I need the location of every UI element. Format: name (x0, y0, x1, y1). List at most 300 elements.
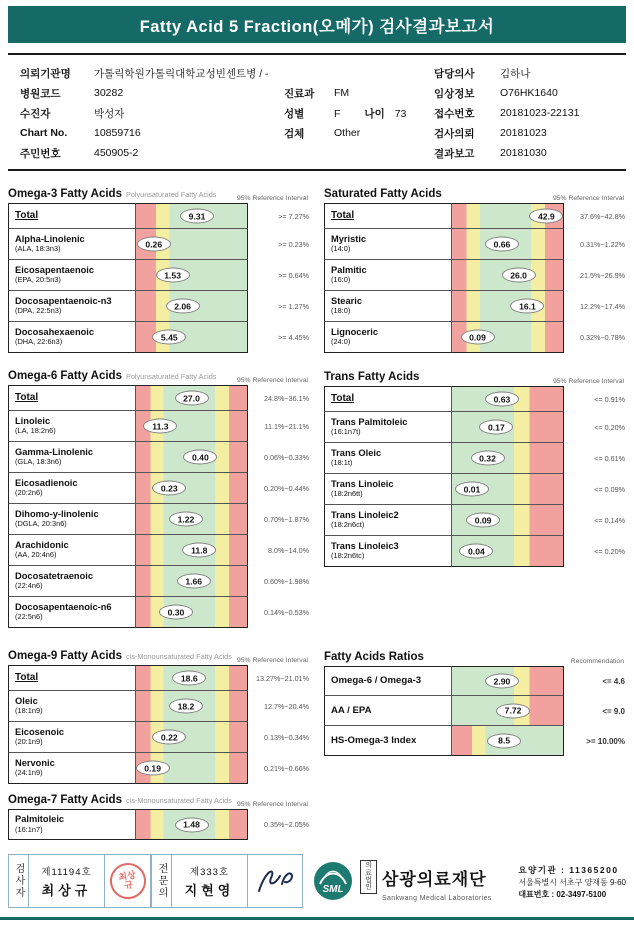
bar-cell (452, 726, 564, 756)
name-cell (8, 722, 136, 753)
patient-field-label: 나이 (364, 107, 385, 120)
specialist-signature-icon (248, 855, 302, 907)
name-cell (324, 536, 452, 567)
results-columns (8, 184, 626, 840)
fatty-acid-code: (24:1n9) (15, 768, 43, 778)
section-header (8, 790, 310, 807)
section-header (8, 366, 310, 383)
fatty-acid-code: (18:1n9) (15, 706, 43, 716)
value-badge: 7.72 (496, 703, 530, 718)
bar-cell (452, 505, 564, 536)
result-row (8, 504, 310, 535)
reference-interval-label: 95% Reference Interval (236, 377, 308, 384)
patient-row (20, 63, 614, 83)
value-badge: 0.32 (471, 451, 505, 466)
bar-cell (452, 229, 564, 260)
reference-range: 12.7%~20.4% (264, 702, 309, 711)
result-row (324, 443, 626, 474)
result-row (8, 322, 310, 353)
left-column (8, 184, 310, 840)
section-title: Omega-9 Fatty Acids (8, 650, 122, 662)
name-cell (324, 386, 452, 412)
reference-range: >= 4.45% (278, 333, 309, 342)
fatty-acid-name: Total (331, 393, 355, 404)
reference-range: <= 0.09% (594, 485, 625, 494)
bar-cell (136, 722, 248, 753)
result-row (8, 411, 310, 442)
name-cell (8, 566, 136, 597)
lab-contact (518, 861, 626, 902)
reference-range: 0.32%~0.78% (580, 333, 625, 342)
reference-range: 0.60%~1.98% (264, 577, 309, 586)
right-column (324, 184, 626, 756)
reference-bar (452, 291, 563, 321)
patient-field-label: 병원코드 (20, 87, 61, 100)
fatty-acid-code: (DHA, 22:6n3) (15, 337, 63, 347)
value-badge: 0.26 (137, 237, 171, 252)
patient-field-value: Other (334, 127, 361, 139)
patient-field-value: 20181023-22131 (500, 107, 580, 119)
bar-cell (452, 291, 564, 322)
fatty-acid-code: (DGLA, 20:3n6) (15, 519, 67, 529)
name-cell (8, 385, 136, 411)
examiner-cell (29, 855, 105, 907)
name-cell (324, 505, 452, 536)
patient-row (20, 143, 614, 163)
examiner-stamp-icon (107, 860, 149, 902)
fatty-acid-name: Arachidonic (15, 539, 69, 550)
result-row (8, 753, 310, 784)
lab-identity (313, 854, 626, 908)
reference-range: 12.2%~17.4% (580, 302, 625, 311)
reference-interval-label: 95% Reference Interval (236, 801, 308, 808)
stamp-text: 최상규 (117, 869, 136, 891)
value-badge: 0.22 (152, 730, 186, 745)
bar-cell (136, 411, 248, 442)
specialist-cell (172, 855, 248, 907)
reference-range: 13.27%~21.01% (256, 673, 309, 683)
bar-cell (136, 597, 248, 628)
reference-range: 24.8%~36.1% (264, 393, 309, 403)
result-row (324, 696, 626, 726)
patient-field-value: 박성자 (94, 107, 125, 120)
result-row (8, 722, 310, 753)
name-cell (8, 504, 136, 535)
lab-address: 서울특별시 서초구 양재동 9-60 (518, 877, 626, 887)
reference-range: 21.5%~26.9% (580, 271, 625, 280)
name-cell (324, 260, 452, 291)
result-row (8, 691, 310, 722)
value-badge: 16.1 (510, 299, 544, 314)
patient-field-label: 접수번호 (434, 107, 475, 120)
bar-cell (136, 322, 248, 353)
value-badge: 1.48 (175, 817, 209, 832)
value-badge: 42.9 (529, 209, 563, 224)
patient-field-value: F 나이 73 (334, 107, 407, 120)
bar-cell (136, 566, 248, 597)
bar-cell (136, 473, 248, 504)
fatty-acid-name: Trans Linoleic (331, 478, 394, 489)
fatty-acid-name: Gamma-Linolenic (15, 446, 94, 457)
results-table (8, 665, 310, 784)
name-cell (324, 696, 452, 726)
fatty-acid-name: Omega-6 / Omega-3 (331, 675, 422, 687)
patient-row (20, 103, 614, 123)
fatty-acid-code: (16:1n7) (15, 824, 43, 834)
fatty-acid-name: Nervonic (15, 757, 55, 768)
value-badge: 0.66 (485, 237, 519, 252)
results-table (8, 809, 310, 840)
fatty-acid-name: Oleic (15, 695, 38, 706)
name-cell (324, 726, 452, 756)
value-badge: 2.06 (166, 299, 200, 314)
reference-interval-label: 95% Reference Interval (552, 195, 624, 202)
result-row (324, 474, 626, 505)
section-omega7 (8, 790, 310, 840)
report-title: Fatty Acid 5 Fraction(오메가) 검사결과보고서 (8, 6, 626, 43)
name-cell (8, 753, 136, 784)
reference-interval-label: Recommendation (570, 658, 624, 665)
lab-phone: 대표번호 : 02-3497-5100 (518, 890, 607, 900)
fatty-acid-name: Eicosadienoic (15, 477, 78, 488)
fatty-acid-code: (18:2n6tt) (331, 489, 363, 499)
footer (8, 854, 626, 908)
patient-field-label: 검사의뢰 (434, 127, 475, 140)
reference-range: <= 0.91% (594, 394, 625, 404)
bar-cell (136, 691, 248, 722)
bar-cell (136, 753, 248, 784)
results-table (8, 203, 310, 353)
section-subtitle: cis-Monounsaturated Fatty Acids (125, 796, 232, 805)
name-cell (324, 291, 452, 322)
reference-interval-label: 95% Reference Interval (236, 195, 308, 202)
reference-interval-label: 95% Reference Interval (236, 657, 308, 664)
name-cell (324, 474, 452, 505)
patient-field-value: O76HK1640 (500, 87, 558, 99)
fatty-acid-name: Palmitic (331, 264, 367, 275)
reference-range: 0.35%~2.05% (264, 820, 309, 829)
reference-range: >= 0.23% (278, 240, 309, 249)
stamp-cell (105, 855, 151, 907)
bar-cell (136, 535, 248, 566)
patient-field-value: 20181023 (500, 127, 547, 139)
result-row (324, 260, 626, 291)
name-cell (8, 229, 136, 260)
fatty-acid-name: Docosatetraenoic (15, 570, 94, 581)
reference-range: <= 0.61% (594, 454, 625, 463)
reference-range: <= 4.6 (602, 676, 625, 686)
section-title: Trans Fatty Acids (324, 371, 420, 383)
result-row (8, 260, 310, 291)
name-cell (8, 597, 136, 628)
patient-field-label: 의뢰기관명 (20, 67, 71, 80)
section-title: Fatty Acids Ratios (324, 651, 424, 663)
section-subtitle: cis-Monounsaturated Fatty Acids (125, 652, 232, 661)
reference-range: >= 10.00% (586, 736, 625, 746)
bar-cell (136, 442, 248, 473)
result-row (8, 385, 310, 411)
section-title: Omega-6 Fatty Acids (8, 370, 122, 382)
fatty-acid-code: (24:0) (331, 337, 351, 347)
fatty-acid-code: (18:2n6ct) (331, 520, 365, 530)
fatty-acid-code: (AA, 20:4n6) (15, 550, 57, 560)
value-badge: 1.53 (156, 268, 190, 283)
name-cell (8, 260, 136, 291)
fatty-acid-code: (14:0) (331, 244, 351, 254)
reference-range: <= 9.0 (602, 706, 625, 716)
value-badge: 0.09 (466, 513, 500, 528)
reference-range: 11.1%~21.1% (264, 422, 309, 431)
bar-cell (452, 443, 564, 474)
patient-field-label: 수진자 (20, 107, 51, 120)
value-badge: 11.3 (143, 419, 177, 434)
patient-row (20, 83, 614, 103)
result-row (8, 597, 310, 628)
bar-cell (452, 412, 564, 443)
reference-interval-label: 95% Reference Interval (552, 378, 624, 385)
patient-field-value: 20181030 (500, 147, 547, 159)
fatty-acid-name: Stearic (331, 295, 363, 306)
value-badge: 27.0 (175, 391, 209, 406)
fatty-acid-name: Trans Linoleic3 (331, 540, 399, 551)
fatty-acid-name: Total (15, 392, 39, 403)
examiner-role-label: 검사자 (9, 855, 29, 907)
reference-range: >= 7.27% (278, 211, 309, 221)
fatty-acid-name: Total (331, 210, 355, 221)
reference-range: >= 0.64% (278, 271, 309, 280)
section-trans (324, 367, 626, 567)
patient-field-label: 결과보고 (434, 147, 475, 160)
results-table (324, 666, 626, 756)
name-cell (8, 411, 136, 442)
name-cell (324, 229, 452, 260)
reference-range: <= 0.20% (594, 423, 625, 432)
fatty-acid-code: (16:0) (331, 275, 351, 285)
examiner-license: 제11194호 (41, 866, 92, 878)
result-row (8, 229, 310, 260)
section-omega6 (8, 366, 310, 628)
bottom-accent-line (0, 917, 634, 920)
fatty-acid-name: Docosapentaenoic-n3 (15, 295, 112, 306)
fatty-acid-name: Trans Linoleic2 (331, 509, 399, 520)
patient-field-label: 주민번호 (20, 147, 61, 160)
result-row (324, 505, 626, 536)
name-cell (8, 322, 136, 353)
result-row (324, 536, 626, 567)
section-header (324, 184, 626, 201)
fatty-acid-code: (EPA, 20:5n3) (15, 275, 61, 285)
bar-cell (136, 809, 248, 840)
bar-cell (452, 386, 564, 412)
certification-box (8, 854, 303, 908)
result-row (8, 473, 310, 504)
reference-range: 0.20%~0.44% (264, 484, 309, 493)
patient-field-value: 김하나 (500, 67, 531, 80)
fatty-acid-name: Linoleic (15, 415, 51, 426)
name-cell (324, 412, 452, 443)
bar-cell (452, 322, 564, 353)
patient-field-value: 30282 (94, 87, 124, 99)
value-badge: 0.04 (459, 544, 493, 559)
reference-range: <= 0.14% (594, 516, 625, 525)
reference-range: 0.21%~0.66% (264, 764, 309, 773)
section-subtitle: Polyunsaturated Fatty Acids (125, 190, 217, 199)
fatty-acid-name: AA / EPA (331, 704, 372, 716)
bar-cell (136, 260, 248, 291)
bar-cell (136, 203, 248, 229)
bar-cell (452, 203, 564, 229)
reference-bar (452, 443, 563, 473)
fatty-acid-name: Trans Oleic (331, 447, 382, 458)
fatty-acid-name: Palmitoleic (15, 814, 65, 825)
fatty-acid-name: Total (15, 210, 39, 221)
section-omega3 (8, 184, 310, 353)
name-cell (8, 535, 136, 566)
value-badge: 0.01 (455, 482, 489, 497)
fatty-acid-name: Eicosapentaenoic (15, 264, 95, 275)
reference-bar (136, 260, 247, 290)
fatty-acid-name: Eicosenoic (15, 726, 65, 737)
patient-field-value: 450905-2 (94, 147, 139, 159)
result-row (324, 726, 626, 756)
bar-cell (452, 536, 564, 567)
name-cell (8, 691, 136, 722)
examiner-name: 최상규 (41, 882, 92, 898)
fatty-acid-name: Alpha-Linolenic (15, 233, 85, 244)
result-row (8, 442, 310, 473)
section-ratios (324, 647, 626, 756)
value-badge: 11.8 (182, 543, 216, 558)
bar-cell (136, 291, 248, 322)
value-badge: 0.63 (485, 392, 519, 407)
name-cell (324, 322, 452, 353)
fatty-acid-code: (DPA, 22:5n3) (15, 306, 62, 316)
section-header (8, 646, 310, 663)
reference-range: 0.13%~0.34% (264, 733, 309, 742)
specialist-role-label: 전문의 (151, 855, 172, 907)
value-badge: 0.19 (136, 761, 170, 776)
bar-cell (452, 696, 564, 726)
name-cell (8, 442, 136, 473)
fatty-acid-code: (18:0) (331, 306, 351, 316)
name-cell (8, 665, 136, 691)
section-saturated (324, 184, 626, 353)
name-cell (8, 473, 136, 504)
patient-field-label: 임상정보 (434, 87, 475, 100)
fatty-acid-code: (20:2n6) (15, 488, 43, 498)
section-subtitle: Polyunsaturated Fatty Acids (125, 372, 217, 381)
fatty-acid-code: (20:1n9) (15, 737, 43, 747)
patient-field-value: 가톨릭학원가톨릭대학교성빈센트병 / - (94, 67, 269, 80)
fatty-acid-name: Total (15, 672, 39, 683)
value-badge: 1.22 (169, 512, 203, 527)
name-cell (8, 203, 136, 229)
result-row (8, 566, 310, 597)
value-badge: 9.31 (180, 209, 214, 224)
lab-name-en: Sankwang Medical Laboratories (382, 894, 492, 902)
result-row (324, 229, 626, 260)
lab-name: 삼광의료재단 (382, 869, 487, 889)
bar-cell (136, 229, 248, 260)
name-cell (324, 443, 452, 474)
fatty-acid-name: Dihomo-y-linolenic (15, 508, 99, 519)
result-row (324, 203, 626, 229)
result-row (324, 322, 626, 353)
patient-field-value: 10859716 (94, 127, 141, 139)
section-omega9 (8, 646, 310, 784)
patient-field-label: Chart No. (20, 127, 68, 139)
value-badge: 18.2 (169, 699, 203, 714)
reference-range: 0.70%~1.87% (264, 515, 309, 524)
bar-cell (136, 665, 248, 691)
value-badge: 8.5 (487, 733, 521, 748)
fatty-acid-name: HS-Omega-3 Index (331, 734, 417, 746)
results-table (324, 386, 626, 567)
patient-field-value: 73 (394, 107, 407, 120)
value-badge: 0.30 (159, 605, 193, 620)
value-badge: 0.23 (152, 481, 186, 496)
section-header (324, 647, 626, 664)
bar-cell (136, 504, 248, 535)
result-row (8, 291, 310, 322)
specialist-name: 지현영 (184, 882, 235, 898)
name-cell (8, 809, 136, 840)
fatty-acid-name: Myristic (331, 233, 367, 244)
value-badge: 18.6 (172, 671, 206, 686)
bar-cell (136, 385, 248, 411)
reference-range: >= 1.27% (278, 302, 309, 311)
result-row (8, 809, 310, 840)
value-badge: 5.45 (152, 330, 186, 345)
value-badge: 1.66 (177, 574, 211, 589)
result-row (8, 665, 310, 691)
result-row (324, 291, 626, 322)
value-badge: 0.17 (479, 420, 513, 435)
patient-field-label: 성별 (284, 107, 305, 120)
reference-range: 37.6%~42.8% (580, 211, 625, 221)
value-badge: 0.09 (461, 330, 495, 345)
section-title: Omega-7 Fatty Acids (8, 794, 122, 806)
fatty-acid-name: Docosahexaenoic (15, 326, 95, 337)
fatty-acid-code: (22:5n6) (15, 612, 43, 622)
section-header (8, 184, 310, 201)
section-title: Omega-3 Fatty Acids (8, 188, 122, 200)
results-table (8, 385, 310, 628)
patient-row (20, 123, 614, 143)
patient-info-panel (8, 53, 626, 171)
fatty-acid-name: Lignoceric (331, 326, 379, 337)
lab-org (360, 860, 492, 902)
value-badge: 26.0 (502, 268, 536, 283)
result-row (8, 203, 310, 229)
section-header (324, 367, 626, 384)
fatty-acid-code: (LA, 18:2n6) (15, 426, 56, 436)
patient-field-label: 담당의사 (434, 67, 475, 80)
fatty-acid-code: (GLA, 18:3n6) (15, 457, 62, 467)
specialist-license: 제333호 (189, 866, 230, 878)
patient-field-label: 진료과 (284, 87, 315, 100)
name-cell (324, 666, 452, 696)
reference-range: 0.14%~0.53% (264, 608, 309, 617)
patient-field-value: FM (334, 87, 350, 99)
fatty-acid-code: (16:1n7t) (331, 427, 361, 437)
fatty-acid-name: Trans Palmitoleic (331, 416, 408, 427)
fatty-acid-name: Docosapentaenoic-n6 (15, 601, 112, 612)
reference-range: 8.0%~14.0% (268, 546, 309, 555)
fatty-acid-code: (ALA, 18:3n3) (15, 244, 61, 254)
value-badge: 2.90 (485, 674, 519, 689)
result-row (324, 666, 626, 696)
